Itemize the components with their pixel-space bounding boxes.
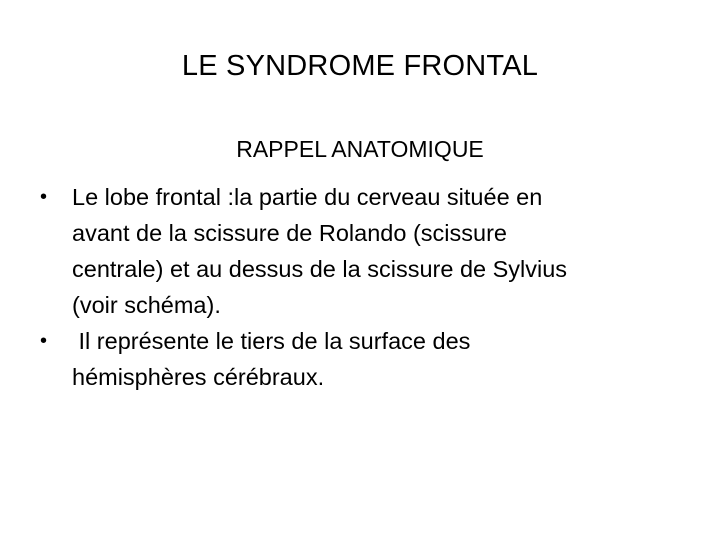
- bullet-list: [36, 179, 686, 395]
- bullet-icon: •: [40, 186, 48, 208]
- bullet-item-1: [36, 179, 686, 323]
- bullet-2-line-1: Il représente le tiers de la surface des: [72, 328, 471, 354]
- bullet-item-2: [36, 323, 686, 395]
- bullet-1-line-1: Le lobe frontal :la partie du cerveau située en: [72, 184, 543, 210]
- bullet-1-line-4: (voir schéma).: [72, 292, 221, 318]
- slide-title: LE SYNDROME FRONTAL: [181, 50, 539, 82]
- slide-subtitle: RAPPEL ANATOMIQUE: [236, 136, 484, 162]
- bullet-1-line-2: avant de la scissure de Rolando (scissure: [72, 220, 507, 246]
- bullet-1-line-3: centrale) et au dessus de la scissure de Sylvius: [72, 256, 568, 282]
- bullet-icon: •: [40, 330, 48, 352]
- bullet-2-line-2: hémisphères cérébraux.: [72, 364, 325, 390]
